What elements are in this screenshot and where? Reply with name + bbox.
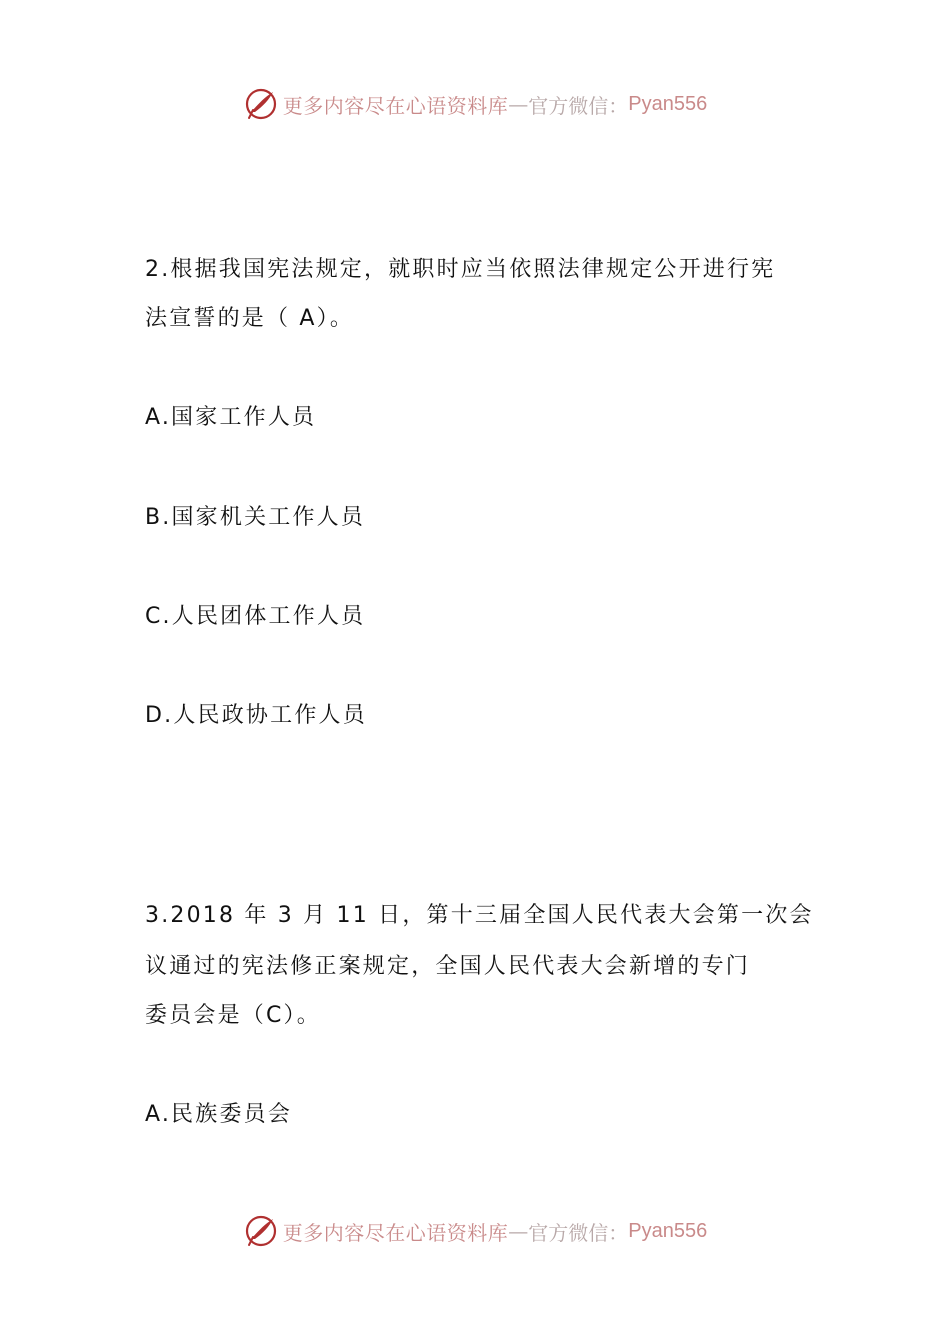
question-2-option-a: A.国家工作人员 [145, 405, 317, 430]
watermark-main-text: 更多内容尽在心语资料库 [282, 1220, 509, 1245]
watermark-dash: — [508, 1219, 529, 1243]
watermark-main-text: 更多内容尽在心语资料库 [282, 93, 509, 118]
question-3-stem-line-3: 委员会是（C）。 [145, 1003, 321, 1028]
question-3-stem-line-1: 3.2018 年 3 月 11 日，第十三届全国人民代表大会第一次会 [145, 903, 814, 928]
question-3-stem-line-2: 议通过的宪法修正案规定，全国人民代表大会新增的专门 [145, 954, 751, 979]
question-2-stem-line-2: 法宣誓的是（ A）。 [145, 306, 355, 331]
question-2-option-b: B.国家机关工作人员 [145, 505, 366, 530]
watermark-wechat-label: 官方微信： [528, 1220, 629, 1245]
question-2-stem-line-1: 2.根据我国宪法规定，就职时应当依照法律规定公开进行宪 [145, 257, 776, 282]
footer-watermark [0, 1209, 950, 1253]
question-2-option-d: D.人民政协工作人员 [145, 703, 367, 728]
question-3-option-a: A.民族委员会 [145, 1102, 293, 1127]
quill-pen-logo-icon [243, 86, 279, 122]
watermark-wechat-label: 官方微信： [528, 93, 629, 118]
watermark-wechat-id: Pyan556 [628, 92, 708, 115]
watermark-wechat-id: Pyan556 [628, 1219, 708, 1242]
quill-pen-logo-icon [243, 1213, 279, 1249]
question-2-option-c: C.人民团体工作人员 [145, 604, 366, 629]
header-watermark [0, 82, 950, 126]
watermark-dash: — [508, 92, 529, 116]
